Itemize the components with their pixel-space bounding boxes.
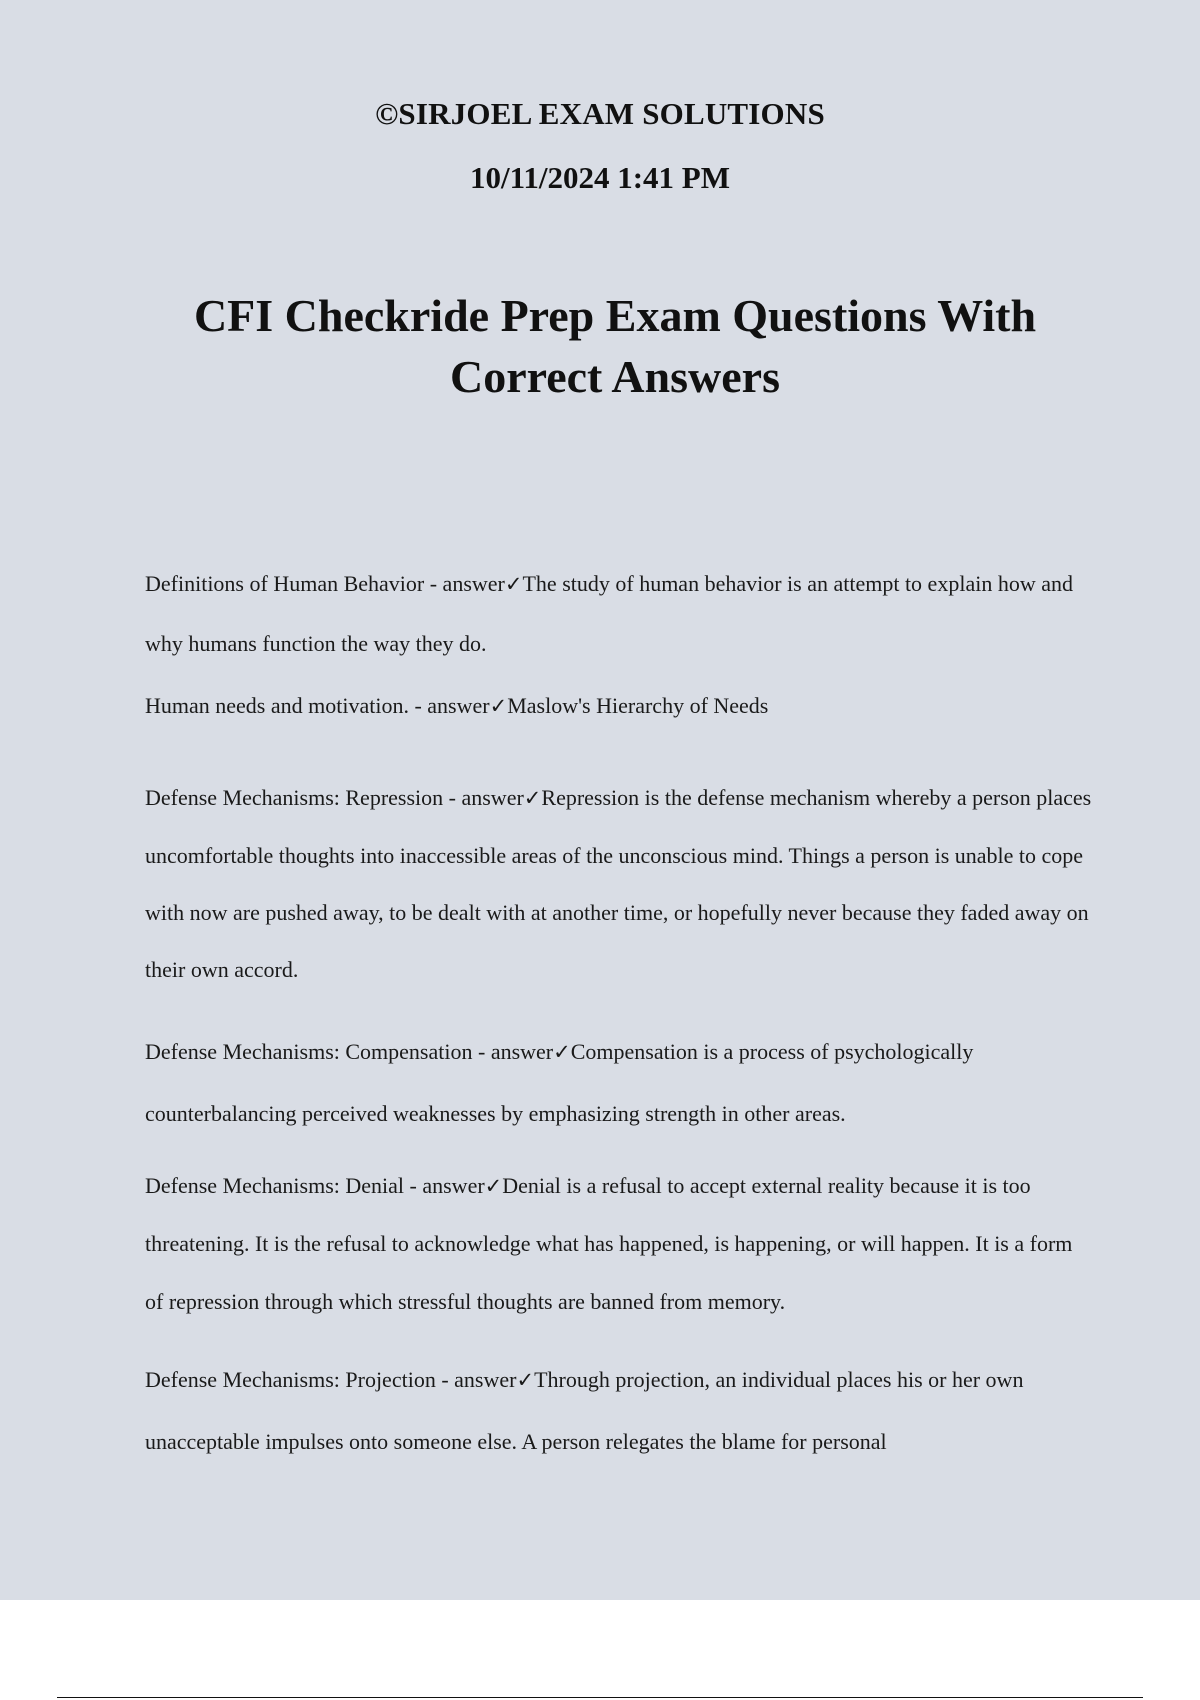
qa-entry bbox=[145, 769, 1095, 998]
qa-question: Defense Mechanisms: Repression bbox=[145, 785, 444, 810]
answer-marker: - answer bbox=[409, 1173, 485, 1198]
answer-marker: - answer bbox=[441, 1367, 517, 1392]
qa-question: Defense Mechanisms: Denial bbox=[145, 1173, 405, 1198]
qa-entry bbox=[145, 1349, 1095, 1472]
qa-answer: Through projection, an individual places his or her own unacceptable impulses onto someone else. A person relegates the blame for personal bbox=[145, 1367, 1024, 1454]
checkmark-icon: ✓ bbox=[523, 786, 542, 810]
qa-entry bbox=[145, 554, 1095, 674]
checkmark-icon: ✓ bbox=[553, 1040, 571, 1064]
qa-answer: Repression is the defense mechanism whereby a person places uncomfortable thoughts into inaccessible areas of the unconscious mind. Things a person is unable to cope with now are pushed away, to be dealt with at another time, or hopefully never because they faded away on their own accord. bbox=[145, 785, 1092, 982]
qa-entry bbox=[145, 1021, 1095, 1144]
footer-divider bbox=[57, 1697, 1143, 1698]
qa-answer: Denial is a refusal to accept external reality because it is too threatening. It is the refusal to acknowledge what has happened, is happening, or will happen. It is a form of repression through which stressful thoughts are banned from memory. bbox=[145, 1173, 1073, 1314]
qa-answer: The study of human behavior is an attempt to explain how and why humans function the way they do. bbox=[145, 571, 1073, 656]
header-brand: ©SIRJOEL EXAM SOLUTIONS bbox=[375, 96, 825, 131]
document-title: CFI Checkride Prep Exam Questions With Correct Answers bbox=[193, 290, 1037, 402]
answer-marker: - answer bbox=[478, 1039, 554, 1064]
qa-question: Defense Mechanisms: Projection bbox=[145, 1367, 436, 1392]
qa-question: Human needs and motivation. bbox=[145, 693, 409, 718]
checkmark-icon: ✓ bbox=[489, 694, 508, 718]
qa-answer: Maslow's Hierarchy of Needs bbox=[507, 693, 769, 718]
qa-question: Definitions of Human Behavior bbox=[145, 571, 425, 596]
answer-marker: - answer bbox=[414, 693, 490, 718]
header-datetime: 10/11/2024 1:41 PM bbox=[469, 160, 731, 195]
checkmark-icon: ✓ bbox=[504, 572, 523, 596]
qa-answer: Compensation is a process of psychologically counterbalancing perceived weaknesses by emphasizing strength in other areas. bbox=[145, 1039, 974, 1126]
answer-marker: - answer bbox=[448, 785, 524, 810]
checkmark-icon: ✓ bbox=[484, 1174, 503, 1198]
qa-entry bbox=[145, 691, 1095, 721]
checkmark-icon: ✓ bbox=[516, 1368, 535, 1392]
answer-marker: - answer bbox=[429, 571, 505, 596]
qa-entry bbox=[145, 1157, 1095, 1331]
qa-question: Defense Mechanisms: Compensation bbox=[145, 1039, 473, 1064]
